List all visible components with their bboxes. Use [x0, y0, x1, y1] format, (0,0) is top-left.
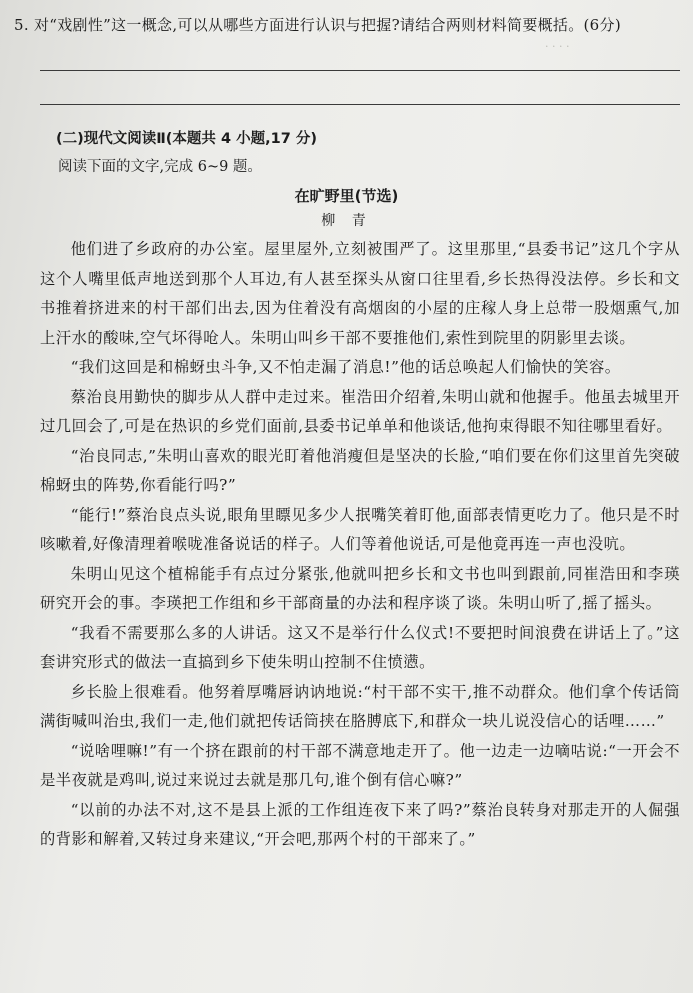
- paragraph: “我们这回是和棉蚜虫斗争,又不怕走漏了消息!”他的话总唤起人们愉快的笑容。: [70, 358, 621, 376]
- answer-line-1[interactable]: [40, 70, 680, 71]
- question-5: 5. 对“戏剧性”这一概念,可以从哪些方面进行认识与把握?请结合两则材料简要概括。(6分): [14, 16, 621, 34]
- reading-instruction: 阅读下面的文字,完成 6~9 题。: [58, 159, 262, 175]
- paragraph: “治良同志,”朱明山喜欢的眼光盯着他消瘦但是坚决的长脸,“咱们要在你们这里首先突破棉蚜虫的阵势,你看能行吗?”: [40, 446, 680, 494]
- paragraph: “说啥哩嘛!”有一个挤在跟前的村干部不满意地走开了。他一边走一边嘀咕说:“一开会不是半夜就是鸡叫,说过来说过去就是那几句,谁个倒有信心嘛?”: [40, 741, 680, 789]
- paragraph: 他们进了乡政府的办公室。屋里屋外,立刻被围严了。这里那里,“县委书记”这几个字从这个人嘴里低声地送到那个人耳边,有人甚至探头从窗口往里看,乡长热得没法停。乡长和文书推着挤进来的村干部们出去,因为住着没有高烟囱的小屋的庄稼人身上总带一股烟熏气,加上汗水的酸味,空气坏得呛人。朱明山叫乡干部不要推他们,索性到院里的阴影里去谈。: [40, 240, 680, 347]
- paragraph: “我看不需要那么多的人讲话。这又不是举行什么仪式!不要把时间浪费在讲话上了。”这套讲究形式的做法一直搞到乡下使朱明山控制不住愤懑。: [40, 623, 680, 671]
- paragraph: 乡长脸上很难看。他努着厚嘴唇讷讷地说:“村干部不实干,推不动群众。他们拿个传话筒满街喊叫治虫,我们一走,他们就把传话筒挟在胳膊底下,和群众一块儿说没信心的话哩……”: [40, 682, 680, 730]
- section-heading: (二)现代文阅读Ⅱ(本题共 4 小题,17 分): [56, 131, 317, 147]
- paragraph: “以前的办法不对,这不是县上派的工作组连夜下来了吗?”蔡治良转身对那走开的人倔强的背影和解着,又转过身来建议,“开会吧,那两个村的干部来了。”: [40, 800, 680, 848]
- article-author: 柳 青: [321, 213, 372, 229]
- article-body: [40, 235, 680, 855]
- paragraph: “能行!”蔡治良点头说,眼角里瞟见多少人抿嘴笑着盯他,面部表情更吃力了。他只是不时咳嗽着,好像清理着喉咙准备说话的样子。人们等着他说话,可是他竟再连一声也没吭。: [40, 505, 680, 553]
- paragraph: 蔡治良用勤快的脚步从人群中走过来。崔浩田介绍着,朱明山就和他握手。他虽去城里开过几回会了,可是在热识的乡党们面前,县委书记单单和他谈话,他拘束得眼不知往哪里看好。: [40, 387, 680, 435]
- paragraph: 朱明山见这个植棉能手有点过分紧张,他就叫把乡长和文书也叫到跟前,同崔浩田和李瑛研究开会的事。李瑛把工作组和乡干部商量的办法和程序谈了谈。朱明山听了,摇了摇头。: [40, 564, 680, 612]
- answer-line-2[interactable]: [40, 104, 680, 105]
- bleed-through-text: · · · ·: [545, 40, 570, 53]
- article-title: 在旷野里(节选): [294, 187, 399, 205]
